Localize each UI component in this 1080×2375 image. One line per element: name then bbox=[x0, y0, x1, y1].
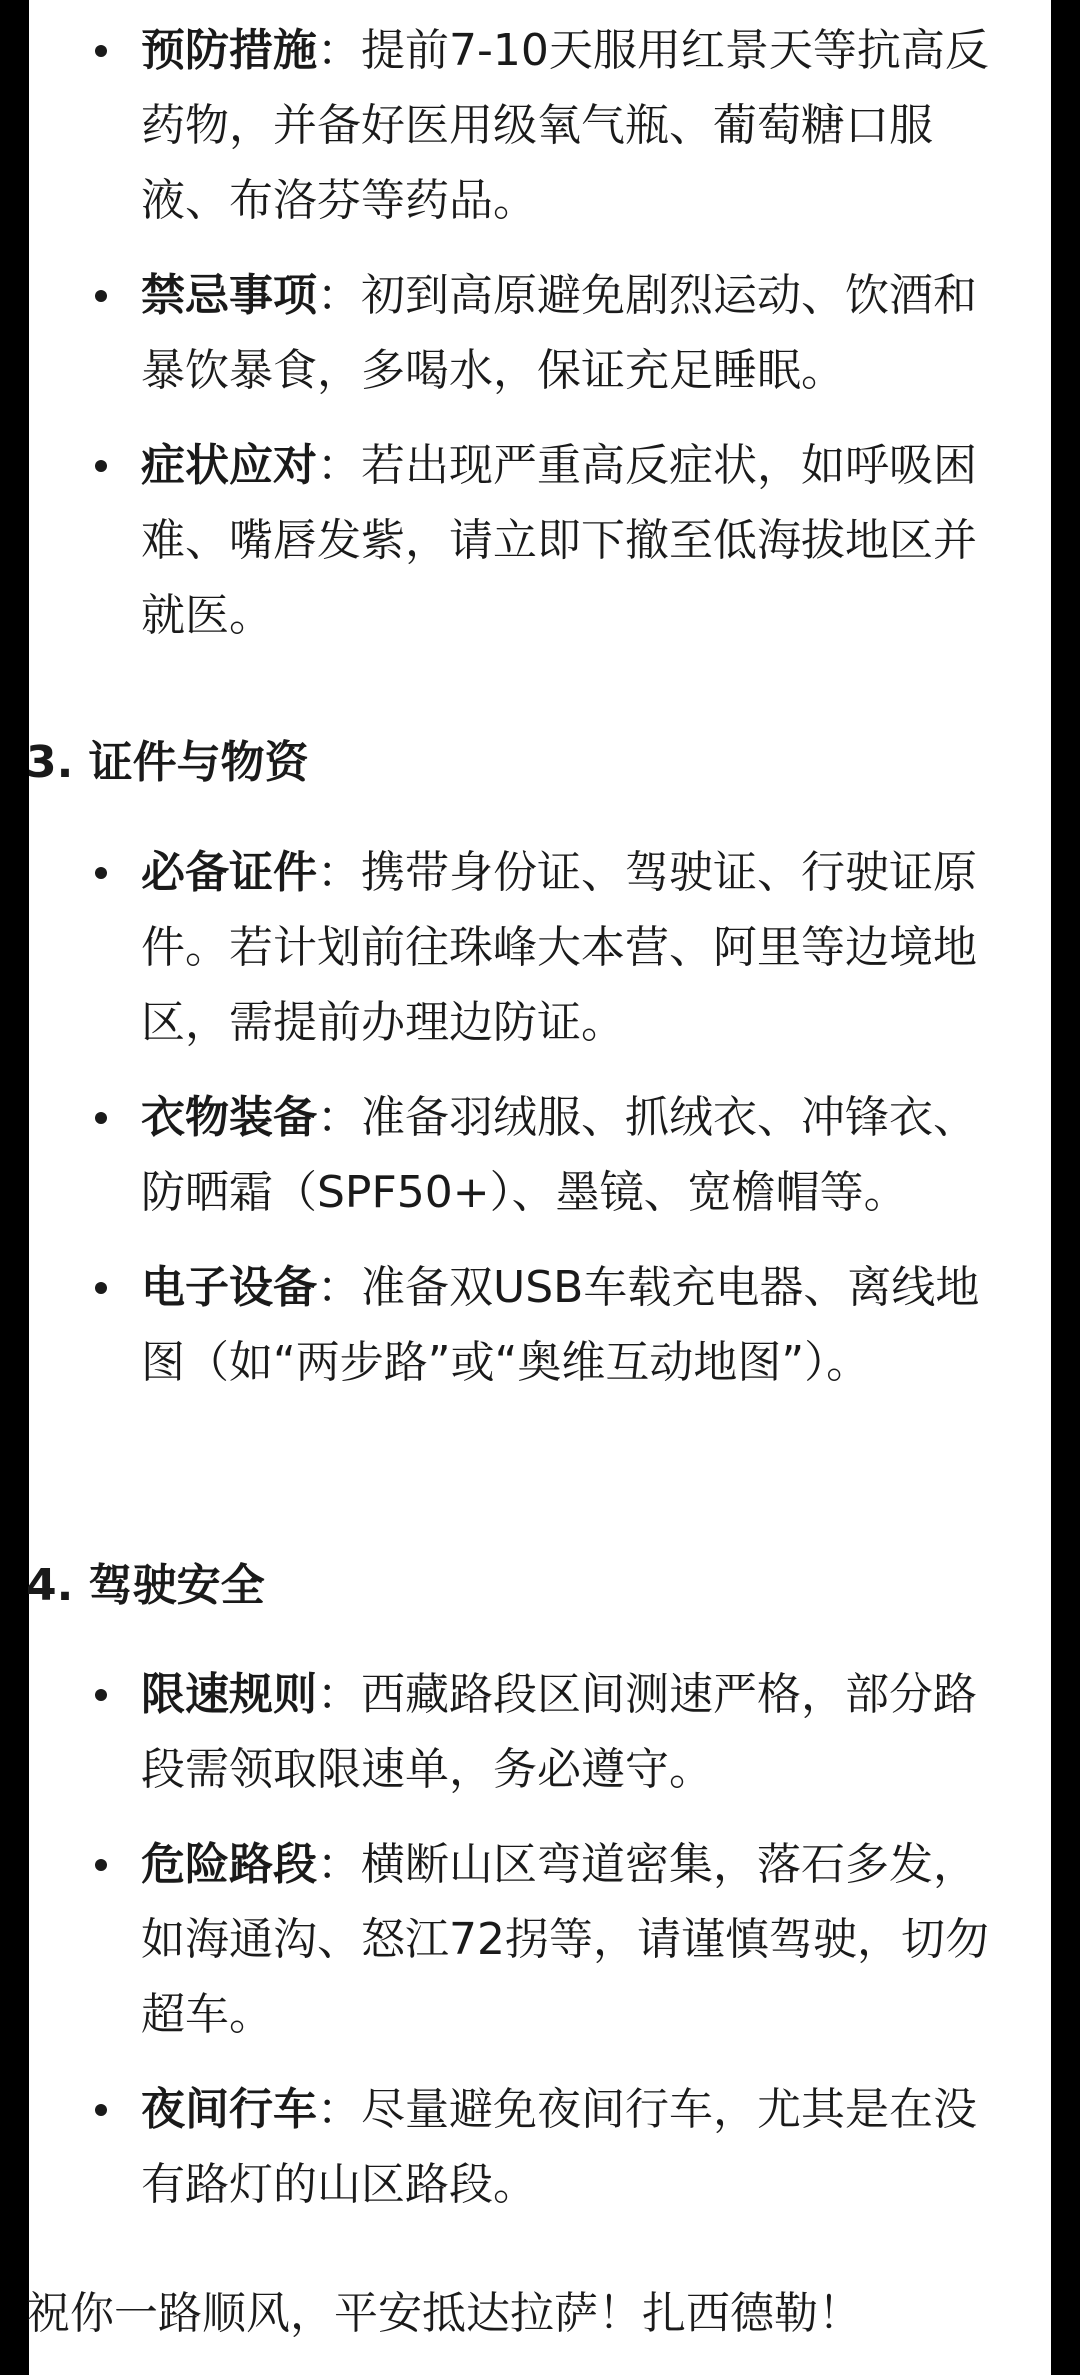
item-separator: ： bbox=[317, 270, 361, 321]
item-term: 症状应对 bbox=[141, 440, 317, 491]
documents-supplies-list bbox=[84, 835, 1004, 1420]
section-heading: 3. 证件与物资 bbox=[26, 737, 309, 788]
item-text: 若出现严重高反症状，如呼吸困难、嘴唇发紫，请立即下撤至低海拔地区并就医。 bbox=[141, 440, 977, 641]
bullet-icon bbox=[95, 1689, 107, 1701]
item-term: 夜间行车 bbox=[141, 2084, 317, 2135]
driving-safety-list bbox=[84, 1657, 1004, 2242]
item-separator: ： bbox=[317, 1262, 361, 1313]
item-term: 限速规则 bbox=[141, 1669, 317, 1720]
bullet-icon bbox=[95, 2104, 107, 2116]
item-separator: ： bbox=[317, 1669, 361, 1720]
item-term: 预防措施 bbox=[141, 25, 317, 76]
message-page bbox=[26, 0, 1051, 2375]
section-heading: 4. 驾驶安全 bbox=[26, 1560, 265, 1611]
item-text: 携带身份证、驾驶证、行驶证原件。若计划前往珠峰大本营、阿里等边境地区，需提前办理边防证。 bbox=[141, 847, 977, 1048]
item-separator: ： bbox=[317, 25, 361, 76]
item-term: 危险路段 bbox=[141, 1839, 317, 1890]
item-text: 初到高原避免剧烈运动、饮酒和暴饮暴食，多喝水，保证充足睡眠。 bbox=[141, 270, 977, 396]
list-item bbox=[84, 1827, 1004, 2052]
list-item bbox=[84, 428, 1004, 653]
bullet-icon bbox=[95, 460, 107, 472]
bullet-icon bbox=[95, 290, 107, 302]
bullet-icon bbox=[95, 867, 107, 879]
altitude-sickness-list bbox=[84, 13, 1004, 673]
bullet-icon bbox=[95, 1859, 107, 1871]
list-item bbox=[84, 1250, 1004, 1400]
list-item bbox=[84, 13, 1004, 238]
list-item bbox=[84, 1080, 1004, 1230]
bullet-icon bbox=[95, 1112, 107, 1124]
item-term: 电子设备 bbox=[141, 1262, 317, 1313]
item-text: 准备羽绒服、抓绒衣、冲锋衣、防晒霜（SPF50+）、墨镜、宽檐帽等。 bbox=[141, 1092, 977, 1218]
item-separator: ： bbox=[317, 1839, 361, 1890]
item-term: 禁忌事项 bbox=[141, 270, 317, 321]
list-item bbox=[84, 835, 1004, 1060]
item-separator: ： bbox=[317, 847, 361, 898]
item-text: 准备双USB车载充电器、离线地图（如“两步路”或“奥维互动地图”）。 bbox=[141, 1262, 980, 1388]
item-term: 必备证件 bbox=[141, 847, 317, 898]
bullet-icon bbox=[95, 1282, 107, 1294]
item-text: 横断山区弯道密集，落石多发，如海通沟、怒江72拐等，请谨慎驾驶，切勿超车。 bbox=[141, 1839, 989, 2040]
bullet-icon bbox=[95, 45, 107, 57]
list-item bbox=[84, 2072, 1004, 2222]
list-item bbox=[84, 258, 1004, 408]
item-separator: ： bbox=[317, 2084, 361, 2135]
item-separator: ： bbox=[317, 1092, 361, 1143]
item-term: 衣物装备 bbox=[141, 1092, 317, 1143]
closing-message: 祝你一路顺风，平安抵达拉萨！扎西德勒！ bbox=[26, 2288, 862, 2339]
item-text: 尽量避免夜间行车，尤其是在没有路灯的山区路段。 bbox=[141, 2084, 977, 2210]
list-item bbox=[84, 1657, 1004, 1807]
item-text: 提前7-10天服用红景天等抗高反药物，并备好医用级氧气瓶、葡萄糖口服液、布洛芬等药品。 bbox=[141, 25, 989, 226]
item-separator: ： bbox=[317, 440, 361, 491]
item-text: 西藏路段区间测速严格，部分路段需领取限速单，务必遵守。 bbox=[141, 1669, 977, 1795]
